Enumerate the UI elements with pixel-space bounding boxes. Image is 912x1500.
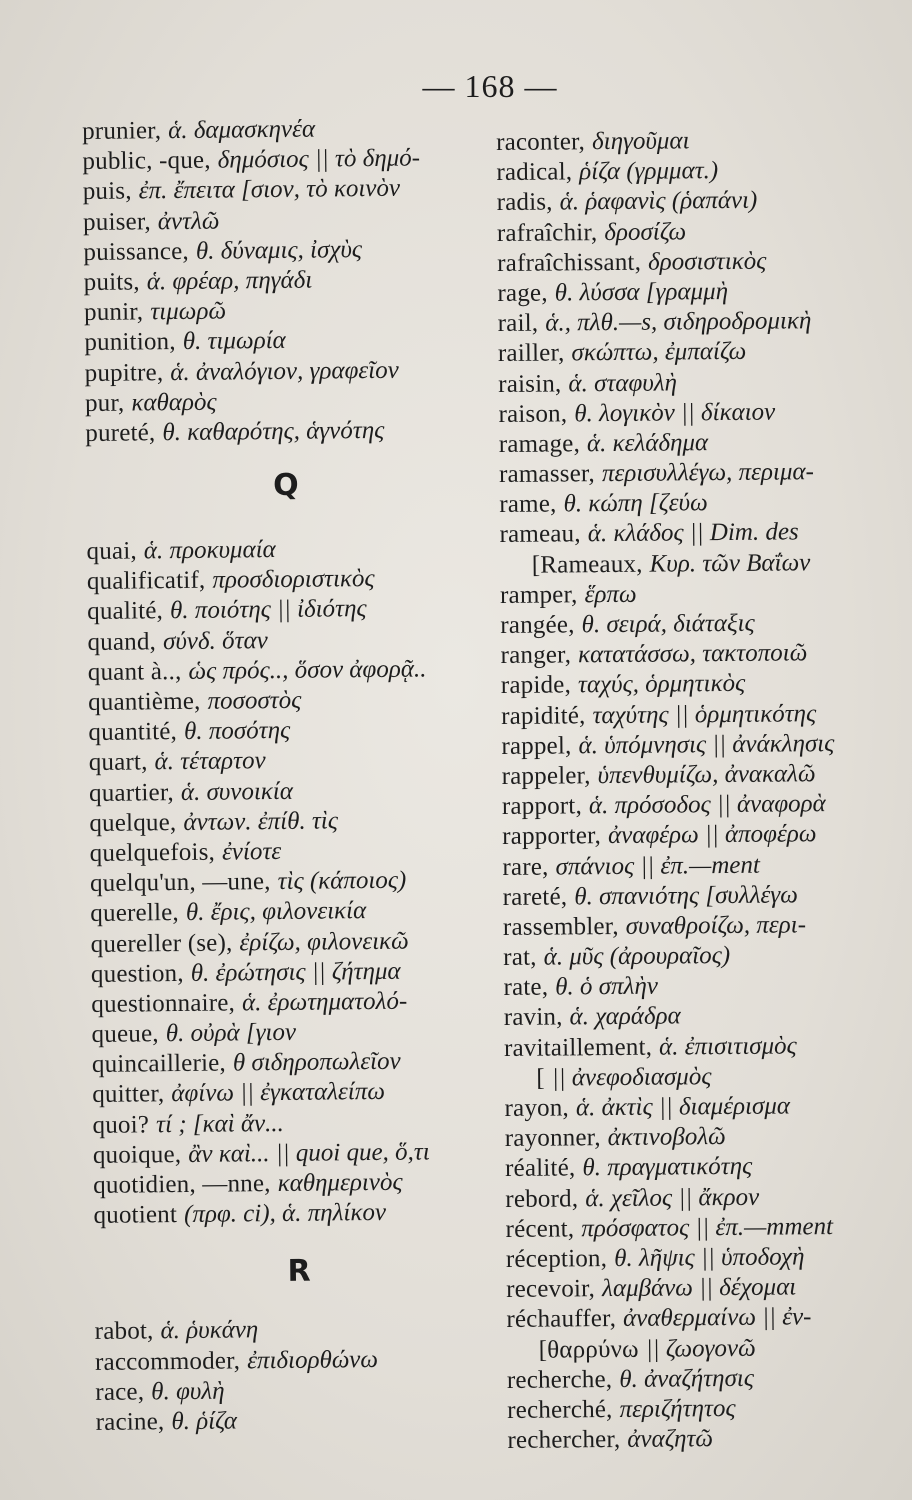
- entry-headword: questionnaire,: [91, 989, 236, 1018]
- entry-headword: puis,: [82, 177, 132, 206]
- entry-headword: rate,: [503, 973, 549, 1002]
- dictionary-entry: [497, 185, 897, 219]
- entry-headword: question,: [90, 959, 184, 988]
- entry-translation: περισυλλέγω, περιμα-: [601, 458, 814, 488]
- entry-translation: θ. φυλὴ: [151, 1377, 225, 1406]
- entry-headword: puits,: [83, 268, 140, 296]
- entry-headword: quincaillerie,: [91, 1049, 227, 1079]
- entry-translation: θ. καθαρότης, ἁγνότης: [162, 416, 385, 447]
- entry-headword: rappeler,: [501, 762, 591, 790]
- dictionary-entry: [497, 215, 897, 249]
- dictionary-entry: [88, 684, 478, 718]
- dictionary-entry: [90, 835, 480, 869]
- entry-headword: rechercher,: [507, 1426, 621, 1455]
- dictionary-entry: [496, 125, 896, 159]
- dictionary-entry: [91, 956, 481, 990]
- entry-headword: pureté,: [85, 419, 156, 447]
- entry-headword: qualité,: [87, 597, 164, 626]
- entry-translation: ἁ. δαμασκηνέα: [168, 115, 316, 145]
- dictionary-entry: [498, 396, 898, 430]
- entry-translation: ἀντων. ἐπίθ. τὶς: [183, 807, 339, 836]
- entry-headword: rapport,: [501, 792, 583, 821]
- entry-headword: recevoir,: [506, 1275, 596, 1304]
- entry-translation: συναθροίζω, περι-: [625, 911, 807, 940]
- dictionary-entry: [498, 306, 898, 340]
- entry-headword: rafraîchir,: [496, 218, 598, 247]
- dictionary-entry: [503, 909, 903, 943]
- dictionary-entry: [90, 865, 480, 899]
- dictionary-entry: [504, 1090, 904, 1124]
- entry-headword: quereller (se),: [90, 928, 233, 958]
- entry-translation: ἁ. προκυμαία: [143, 536, 276, 565]
- section-letter-q: Q: [272, 467, 299, 503]
- entry-headword: rapporter,: [502, 822, 602, 851]
- dictionary-entry: [82, 143, 472, 177]
- entry-headword: quelqu'un, —une,: [89, 868, 271, 898]
- dictionary-entry: [84, 324, 474, 358]
- entry-headword: puiser,: [82, 207, 151, 236]
- entry-translation: ταχύτης || ὁρμητικότης: [592, 699, 817, 729]
- dictionary-entry: [498, 366, 898, 400]
- entry-translation: ὡς πρός.., ὅσον ἀφορᾷ..: [188, 655, 427, 685]
- dictionary-entry: [503, 940, 903, 974]
- entry-headword: quartier,: [88, 778, 175, 807]
- entry-translation: θ. ἐρώτησις || ζήτημα: [190, 957, 401, 987]
- dictionary-entry: [93, 1197, 483, 1231]
- entry-translation: θ. ὁ σπλὴν: [555, 972, 659, 1001]
- dictionary-entry: [505, 1151, 905, 1185]
- entry-translation: ἁ., πλθ.—s, σιδηροδρομικὴ: [545, 307, 812, 337]
- entry-headword: quantième,: [87, 687, 201, 716]
- dictionary-entry: [89, 744, 479, 778]
- dictionary-entry: [503, 970, 903, 1004]
- entry-headword: racine,: [95, 1408, 165, 1436]
- entry-translation: ἁ. μῦς (ἀρουραῖος): [543, 942, 731, 971]
- entry-translation: ῥίζα (γρμματ.): [579, 157, 719, 186]
- dictionary-entry: [507, 1362, 907, 1396]
- entry-translation: θ. σειρά, διάταξις: [581, 609, 755, 639]
- entry-translation: καθημερινὸς: [277, 1168, 403, 1198]
- dictionary-entry: [83, 173, 473, 207]
- entry-headword: pupitre,: [84, 358, 164, 387]
- entry-headword: quotient: [93, 1201, 178, 1230]
- dictionary-entry: [502, 789, 902, 823]
- entry-translation: ἁ. ἐπισιτισμὸς: [658, 1032, 797, 1061]
- dictionary-entry: [82, 113, 472, 147]
- entry-headword: quotidien, —nne,: [93, 1170, 271, 1199]
- entry-translation: θ. τιμωρία: [182, 327, 286, 356]
- entry-headword: querelle,: [90, 899, 180, 928]
- entry-translation: ἁ. κελάδημα: [586, 429, 709, 458]
- entry-headword: rage,: [497, 279, 548, 307]
- section-letter-r: R: [287, 1253, 311, 1290]
- entry-headword: quitter,: [92, 1080, 165, 1109]
- entry-translation: ἀντλῶ: [157, 207, 220, 235]
- entry-headword: queue,: [91, 1020, 159, 1049]
- dictionary-entry: [86, 533, 476, 567]
- entry-translation: (πρφ. ci), ἁ. πηλίκον: [183, 1199, 387, 1229]
- entry-translation: θ. πραγματικότης: [582, 1153, 753, 1182]
- entry-translation: ἁ. ἀναλόγιον, γραφεῖον: [170, 356, 399, 386]
- dictionary-entry: [506, 1272, 906, 1306]
- entry-translation: ἁ. ὑπόμνησις || ἀνάκλησις: [578, 729, 835, 760]
- dictionary-entry: [505, 1211, 905, 1245]
- entry-headword: quant à..,: [87, 657, 182, 686]
- entry-translation: ὑπενθυμίζω, ἀνακαλῶ: [597, 760, 816, 790]
- entry-translation: θ. ποσότης: [183, 717, 291, 746]
- dictionary-entry: [506, 1241, 906, 1275]
- entry-translation: Κυρ. τῶν Βαΐων: [649, 548, 811, 578]
- dictionary-entry: [499, 487, 899, 521]
- entry-headword: ravitaillement,: [503, 1033, 653, 1062]
- dictionary-entry: [497, 275, 897, 309]
- entry-headword: récent,: [505, 1215, 575, 1243]
- entry-headword: [θαρρύνω: [538, 1335, 639, 1364]
- entry-translation: ἐπ. ἔπειτα [σιον, τὸ κοινὸν: [138, 175, 401, 205]
- entry-translation: σκώπτω, ἐμπαίζω: [571, 338, 747, 367]
- entry-translation: θ. λῆψις || ὑποδοχὴ: [614, 1243, 805, 1272]
- entry-headword: quart,: [88, 748, 148, 777]
- entry-headword: recherche,: [506, 1365, 613, 1394]
- dictionary-entry: [504, 1060, 904, 1094]
- entry-translation: δροσιστικὸς: [647, 247, 767, 276]
- dictionary-entry: [96, 1404, 486, 1438]
- dictionary-entry: [500, 547, 900, 581]
- entry-headword: rameau,: [499, 520, 581, 549]
- dictionary-entry: [88, 714, 478, 748]
- entry-headword: [: [536, 1064, 545, 1092]
- entry-translation: θ σιδηροπωλεῖον: [232, 1047, 401, 1077]
- dictionary-entry: [95, 1374, 485, 1408]
- entry-headword: quand,: [87, 627, 157, 656]
- entry-translation: καθαρὸς: [131, 388, 217, 417]
- dictionary-entry: [83, 203, 473, 237]
- entry-translation: ἐπιδιορθώνω: [246, 1345, 379, 1374]
- page-number: — 168 —: [422, 68, 558, 104]
- entry-translation: ἁ. συνοικία: [180, 777, 294, 806]
- dictionary-entry: [85, 385, 475, 419]
- dictionary-entry: [499, 517, 899, 551]
- dictionary-entry: [87, 563, 477, 597]
- entry-headword: public, -que,: [82, 146, 211, 176]
- entry-translation: προσδιοριστικὸς: [212, 565, 375, 594]
- entry-headword: rassembler,: [502, 912, 619, 941]
- entry-translation: θ. ποιότης || ἰδιότης: [169, 595, 367, 625]
- dictionary-entry: [505, 1121, 905, 1155]
- dictionary-entry: [83, 234, 473, 268]
- left-column: [82, 113, 486, 1438]
- dictionary-entry: [499, 426, 899, 460]
- dictionary-entry: [501, 668, 901, 702]
- entry-headword: ravin,: [503, 1003, 563, 1032]
- entry-translation: ἁ. φρέαρ, πηγάδι: [146, 266, 313, 296]
- entry-translation: ἐνίοτε: [221, 837, 282, 866]
- entry-headword: raisin,: [498, 369, 562, 398]
- entry-headword: réchauffer,: [506, 1305, 617, 1334]
- entry-headword: rapidité,: [501, 701, 586, 730]
- entry-translation: ἀφίνω || ἐγκαταλείπω: [171, 1078, 386, 1108]
- dictionary-entry: [93, 1167, 483, 1201]
- entry-headword: raison,: [498, 400, 568, 428]
- entry-headword: prunier,: [82, 117, 162, 145]
- dictionary-entry: [507, 1332, 907, 1366]
- dictionary-entry: [84, 264, 474, 298]
- entry-headword: radis,: [496, 188, 553, 217]
- dictionary-entry: [507, 1423, 907, 1457]
- dictionary-entry: [89, 805, 479, 839]
- entry-translation: θ. ἀναζήτησις: [619, 1364, 755, 1393]
- entry-headword: punir,: [83, 298, 144, 327]
- entry-headword: [Rameaux,: [531, 550, 643, 579]
- entry-headword: recherché,: [507, 1395, 613, 1424]
- entry-headword: rafraîchissant,: [497, 248, 642, 277]
- entry-translation: θ. λογικὸν || δίκαιον: [574, 398, 776, 428]
- entry-translation: ποσοστὸς: [207, 686, 302, 715]
- entry-translation: ταχύς, ὁρμητικὸς: [577, 670, 746, 699]
- entry-translation: || ἀνεφοδιασμὸς: [551, 1062, 712, 1092]
- dictionary-entry: [85, 354, 475, 388]
- dictionary-entry: [505, 1181, 905, 1215]
- entry-headword: radical,: [496, 158, 573, 187]
- entry-translation: ἀναφέρω || ἀποφέρω: [607, 820, 817, 850]
- entry-translation: θ. λύσσα [γραμμὴ: [554, 277, 729, 307]
- entry-headword: raccommoder,: [94, 1346, 241, 1376]
- entry-translation: ἁ. ῥυκάνη: [160, 1316, 259, 1345]
- entry-headword: raconter,: [496, 128, 586, 156]
- entry-translation: ἁ. ῥαφανὶς (ῥαπάνι): [559, 187, 758, 216]
- dictionary-entry: [92, 1046, 482, 1080]
- entry-headword: rareté,: [502, 883, 568, 911]
- dictionary-entry: [497, 245, 897, 279]
- entry-headword: rangée,: [500, 611, 575, 639]
- entry-headword: quelque,: [89, 808, 177, 837]
- dictionary-entry: [502, 758, 902, 792]
- dictionary-entry: [501, 698, 901, 732]
- dictionary-entry: [502, 849, 902, 883]
- dictionary-entry: [92, 1076, 482, 1110]
- dictionary-entry: [496, 155, 896, 189]
- entry-translation: περιζήτητος: [619, 1394, 736, 1423]
- entry-translation: ἀναθερμαίνω || ἐν-: [622, 1303, 812, 1333]
- entry-translation: ἁ. σταφυλὴ: [568, 368, 678, 397]
- entry-translation: τιμωρῶ: [150, 297, 227, 326]
- entry-translation: || ζωογονῶ: [645, 1334, 756, 1363]
- entry-headword: ramper,: [499, 581, 578, 609]
- dictionary-entry: [500, 577, 900, 611]
- entry-translation: τί ; [καὶ ἄν...: [155, 1109, 284, 1138]
- entry-headword: rare,: [502, 853, 549, 881]
- entry-translation: θ. κώπη [ζεύω: [563, 489, 708, 518]
- entry-translation: σύνδ. ὅταν: [162, 626, 268, 655]
- entry-translation: θ. δύναμις, ἰσχὺς: [195, 235, 363, 265]
- entry-translation: τὶς (κάποιος): [277, 866, 407, 896]
- entry-translation: δροσίζω: [604, 217, 687, 246]
- dictionary-entry: [501, 728, 901, 762]
- entry-translation: θ. ἔρις, φιλονεικία: [185, 897, 367, 927]
- dictionary-entry: [500, 638, 900, 672]
- entry-headword: réception,: [505, 1245, 608, 1273]
- entry-translation: ἀναζητῶ: [627, 1425, 714, 1453]
- dictionary-entry: [503, 879, 903, 913]
- entry-translation: ἁ. ἐρωτηματολό-: [241, 987, 408, 1017]
- dictionary-entry: [499, 457, 899, 491]
- dictionary-entry: [90, 895, 480, 929]
- entry-translation: λαμβάνω || δέχομαι: [601, 1273, 797, 1303]
- entry-headword: rat,: [503, 943, 537, 972]
- dictionary-entry: [91, 925, 481, 959]
- entry-headword: quai,: [86, 537, 137, 566]
- right-column: [496, 125, 908, 1457]
- entry-headword: rabot,: [94, 1317, 154, 1346]
- entry-headword: ramasser,: [498, 460, 596, 489]
- dictionary-entry: [91, 986, 481, 1020]
- entry-headword: qualificatif,: [86, 566, 206, 596]
- entry-headword: quoique,: [92, 1140, 182, 1169]
- entry-headword: ranger,: [500, 641, 572, 670]
- entry-headword: rebord,: [505, 1184, 579, 1213]
- dictionary-entry: [85, 415, 475, 449]
- entry-headword: quantité,: [88, 718, 178, 747]
- dictionary-entry: [89, 774, 479, 808]
- entry-translation: πρόσφατος || ἐπ.—mment: [581, 1212, 834, 1243]
- entry-headword: quoi?: [92, 1110, 150, 1139]
- entry-headword: punition,: [84, 328, 176, 357]
- entry-translation: σπάνιος || ἐπ.—ment: [555, 851, 761, 881]
- entry-headword: race,: [95, 1378, 145, 1406]
- dictionary-entry: [95, 1343, 485, 1377]
- entry-headword: rayonner,: [504, 1124, 601, 1153]
- entry-headword: quelquefois,: [89, 838, 216, 867]
- entry-headword: réalité,: [504, 1154, 576, 1183]
- dictionary-entry: [93, 1137, 483, 1171]
- dictionary-entry: [498, 336, 898, 370]
- entry-translation: ἁ. πρόσοδος || ἀναφορὰ: [588, 790, 826, 820]
- entry-headword: rayon,: [504, 1094, 570, 1122]
- entry-headword: pur,: [84, 389, 125, 417]
- entry-translation: διηγοῦμαι: [591, 127, 690, 156]
- entry-translation: ἀκτινοβολῶ: [607, 1123, 726, 1152]
- entry-translation: ἐρίζω, φιλονεικῶ: [239, 927, 409, 956]
- entry-translation: ἁ. χεῖλος || ἄκρον: [585, 1183, 760, 1212]
- dictionary-entry: [95, 1313, 485, 1347]
- entry-translation: θ. οὐρὰ [γιον: [165, 1018, 297, 1048]
- dictionary-entry: [87, 624, 477, 658]
- dictionary-entry: [507, 1392, 907, 1426]
- dictionary-entry: [91, 1016, 481, 1050]
- entry-headword: railler,: [497, 339, 565, 368]
- dictionary-entry: [502, 819, 902, 853]
- dictionary-entry: [504, 1000, 904, 1034]
- dictionary-entry: [506, 1302, 906, 1336]
- entry-headword: rame,: [499, 490, 557, 519]
- dictionary-entry: [504, 1030, 904, 1064]
- entry-translation: θ. ῥίζα: [171, 1407, 238, 1436]
- entry-translation: ἂν καὶ... || quoi que, ὅ,τι: [188, 1138, 430, 1168]
- entry-translation: ἁ. κλάδος || Dim. des: [587, 518, 799, 548]
- entry-translation: θ. σπανιότης [συλλέγω: [574, 881, 798, 911]
- dictionary-entry: [87, 593, 477, 627]
- dictionary-entry: [500, 607, 900, 641]
- entry-translation: ἕρπω: [584, 580, 637, 609]
- dictionary-entry: [84, 294, 474, 328]
- entry-translation: κατατάσσω, τακτοποιῶ: [577, 639, 808, 669]
- entry-translation: δημόσιος || τὸ δημό-: [217, 144, 421, 174]
- entry-translation: ἁ. ἀκτὶς || διαμέρισμα: [575, 1092, 791, 1122]
- entry-headword: rapide,: [500, 671, 572, 700]
- entry-headword: rappel,: [501, 732, 572, 760]
- entry-headword: ramage,: [498, 430, 581, 458]
- dictionary-entry: [88, 654, 478, 688]
- entry-headword: rail,: [497, 309, 539, 338]
- entry-translation: ἁ. χαράδρα: [569, 1002, 681, 1031]
- entry-translation: ἁ. τέταρτον: [154, 747, 266, 776]
- dictionary-entry: [92, 1106, 482, 1140]
- entry-headword: puissance,: [83, 237, 190, 266]
